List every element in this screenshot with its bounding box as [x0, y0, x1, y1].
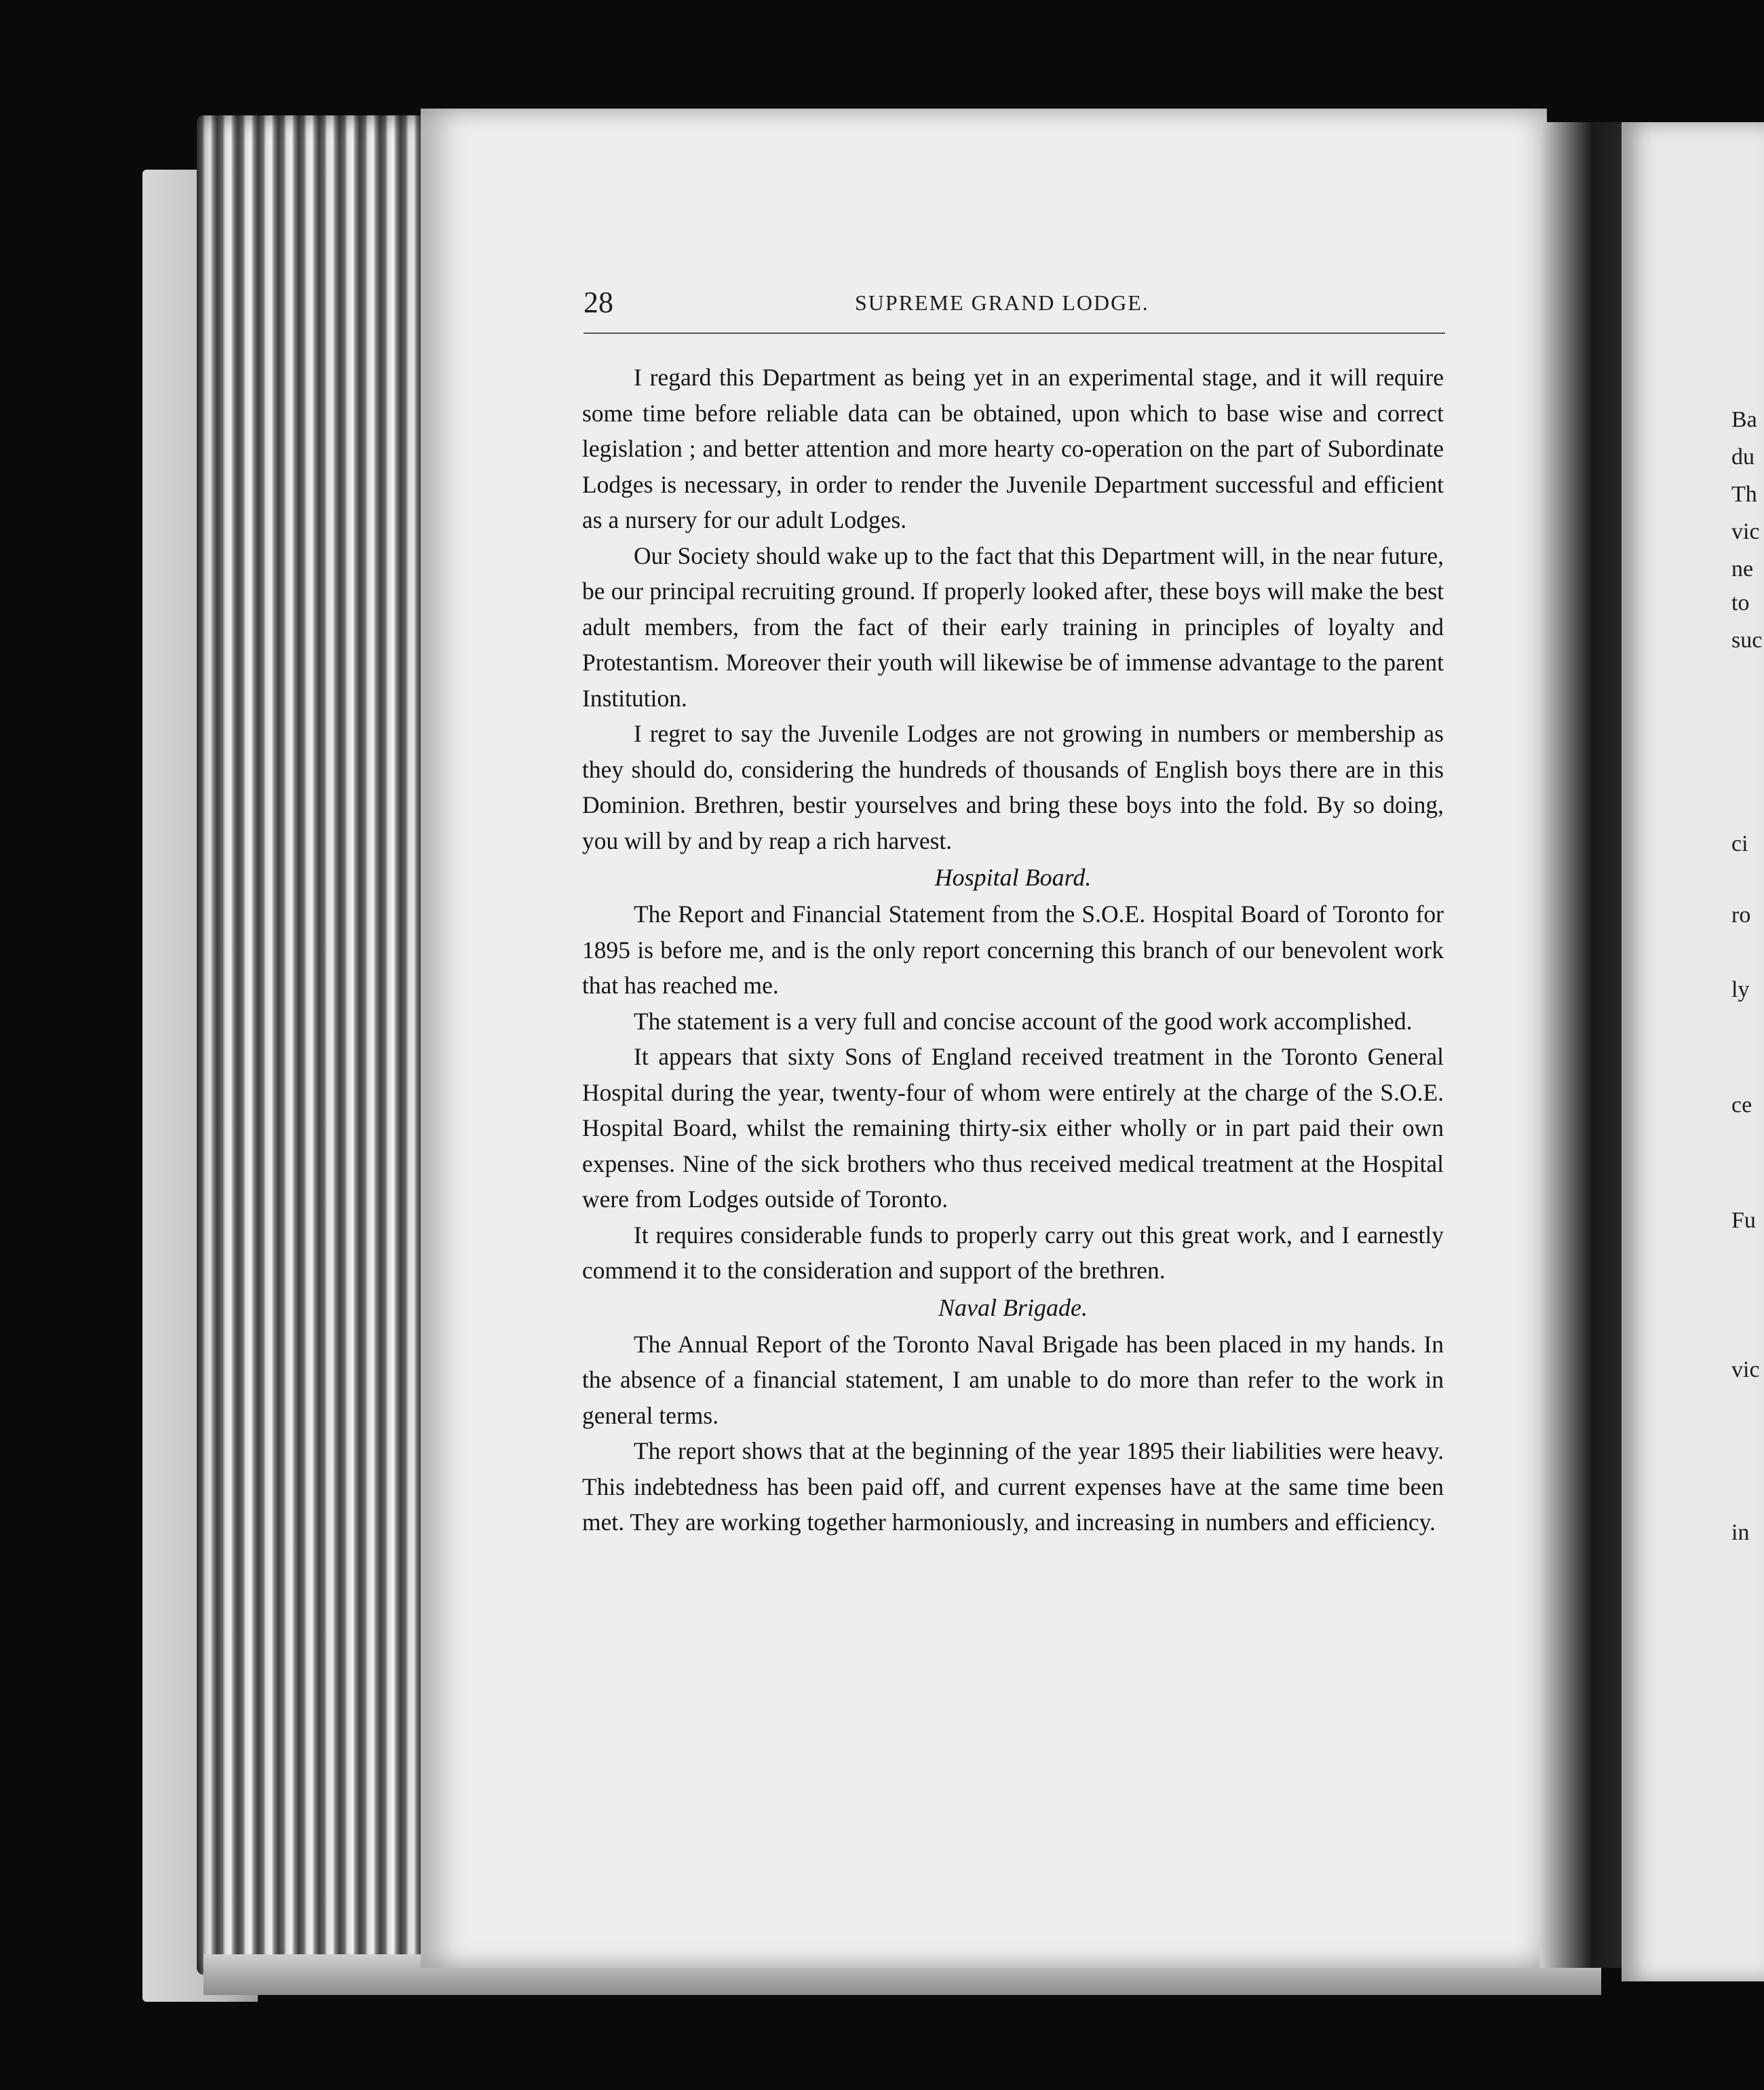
body-paragraph: It requires considerable funds to properly carry out this great work, and I earnestly commend it to the consideration and support of the brethren. [582, 1221, 1444, 1284]
book-gutter [1540, 122, 1635, 1968]
body-paragraph: The report shows that at the beginning of the year 1895 their liabilities were heavy. This indebtedness has been paid off, and current expenses have at the same time been met. They are working together harmoniously, and increasing in numbers and efficiency. [582, 1437, 1444, 1536]
right-page-fragment: to [1731, 590, 1750, 615]
page-number: 28 [583, 286, 613, 319]
page-body [582, 360, 1444, 1540]
body-paragraph: The Report and Financial Statement from the S.O.E. Hospital Board of Toronto for 1895 is before me, and is the only report concerning this branch of our benevolent work that has reached me. [582, 900, 1444, 999]
right-page-fragment: Fu [1731, 1208, 1756, 1233]
right-page-fragment: Th [1731, 482, 1757, 507]
body-paragraph: The statement is a very full and concise account of the good work accomplished. [634, 1007, 1413, 1035]
right-page-fragment: in [1731, 1520, 1750, 1545]
right-page-fragment: suc [1731, 628, 1763, 653]
section-heading-naval-brigade: Naval Brigade. [938, 1293, 1088, 1321]
right-page-fragment: ce [1731, 1092, 1752, 1118]
right-page-fragment: vic [1731, 1357, 1760, 1382]
body-paragraph: The Annual Report of the Toronto Naval Brigade has been placed in my hands. In the absence of a financial statement, I am unable to do more than refer to the work in general terms. [582, 1330, 1444, 1429]
section-heading-hospital-board: Hospital Board. [934, 864, 1092, 891]
right-page-fragment: ly [1731, 977, 1750, 1002]
running-head: SUPREME GRAND LODGE. [855, 290, 1149, 315]
page-edges-stack [197, 115, 427, 1975]
right-page-fragment: vic [1731, 519, 1760, 544]
right-page [1622, 122, 1764, 1981]
body-paragraph: Our Society should wake up to the fact that this Department will, in the near future, be our principal recruiting ground. If properly looked after, these boys will make the best adult members, from the fact of their early training in principles of loyalty and Protestantism. Moreover their youth will likewise be of immense advantage to the parent Institution. [582, 542, 1444, 712]
header-rule [583, 332, 1445, 334]
right-page-fragment: ci [1731, 831, 1748, 856]
body-paragraph: It appears that sixty Sons of England received treatment in the Toronto General Hospital during the year, twenty-four of whom were entirely at the charge of the S.O.E. Hospital Board, whilst the remaining thirty-six either wholly or in part paid their own expenses. Nine of the sick brothers who thus received medical treatment at the Hospital were from Lodges outside of Toronto. [582, 1043, 1444, 1213]
body-paragraph: I regret to say the Juvenile Lodges are not growing in numbers or membership as they should do, considering the hundreds of thousands of English boys there are in this Dominion. Brethren, bestir yourselves and bring these boys into the fold. By so doing, you will by and by reap a rich harvest. [582, 720, 1444, 854]
body-paragraph: I regard this Department as being yet in an experimental stage, and it will require some time before reliable data can be obtained, upon which to base wise and correct legislation ; and better attention and more hearty co-operation on the part of Subordinate Lodges is necessary, in order to render the Juvenile Department successful and efficient as a nursery for our adult Lodges. [582, 364, 1444, 533]
right-page-fragment: ne [1731, 556, 1754, 582]
right-page-fragment: du [1731, 444, 1755, 470]
right-page-fragment: Ba [1731, 407, 1757, 432]
right-page-fragment: ro [1731, 902, 1751, 928]
